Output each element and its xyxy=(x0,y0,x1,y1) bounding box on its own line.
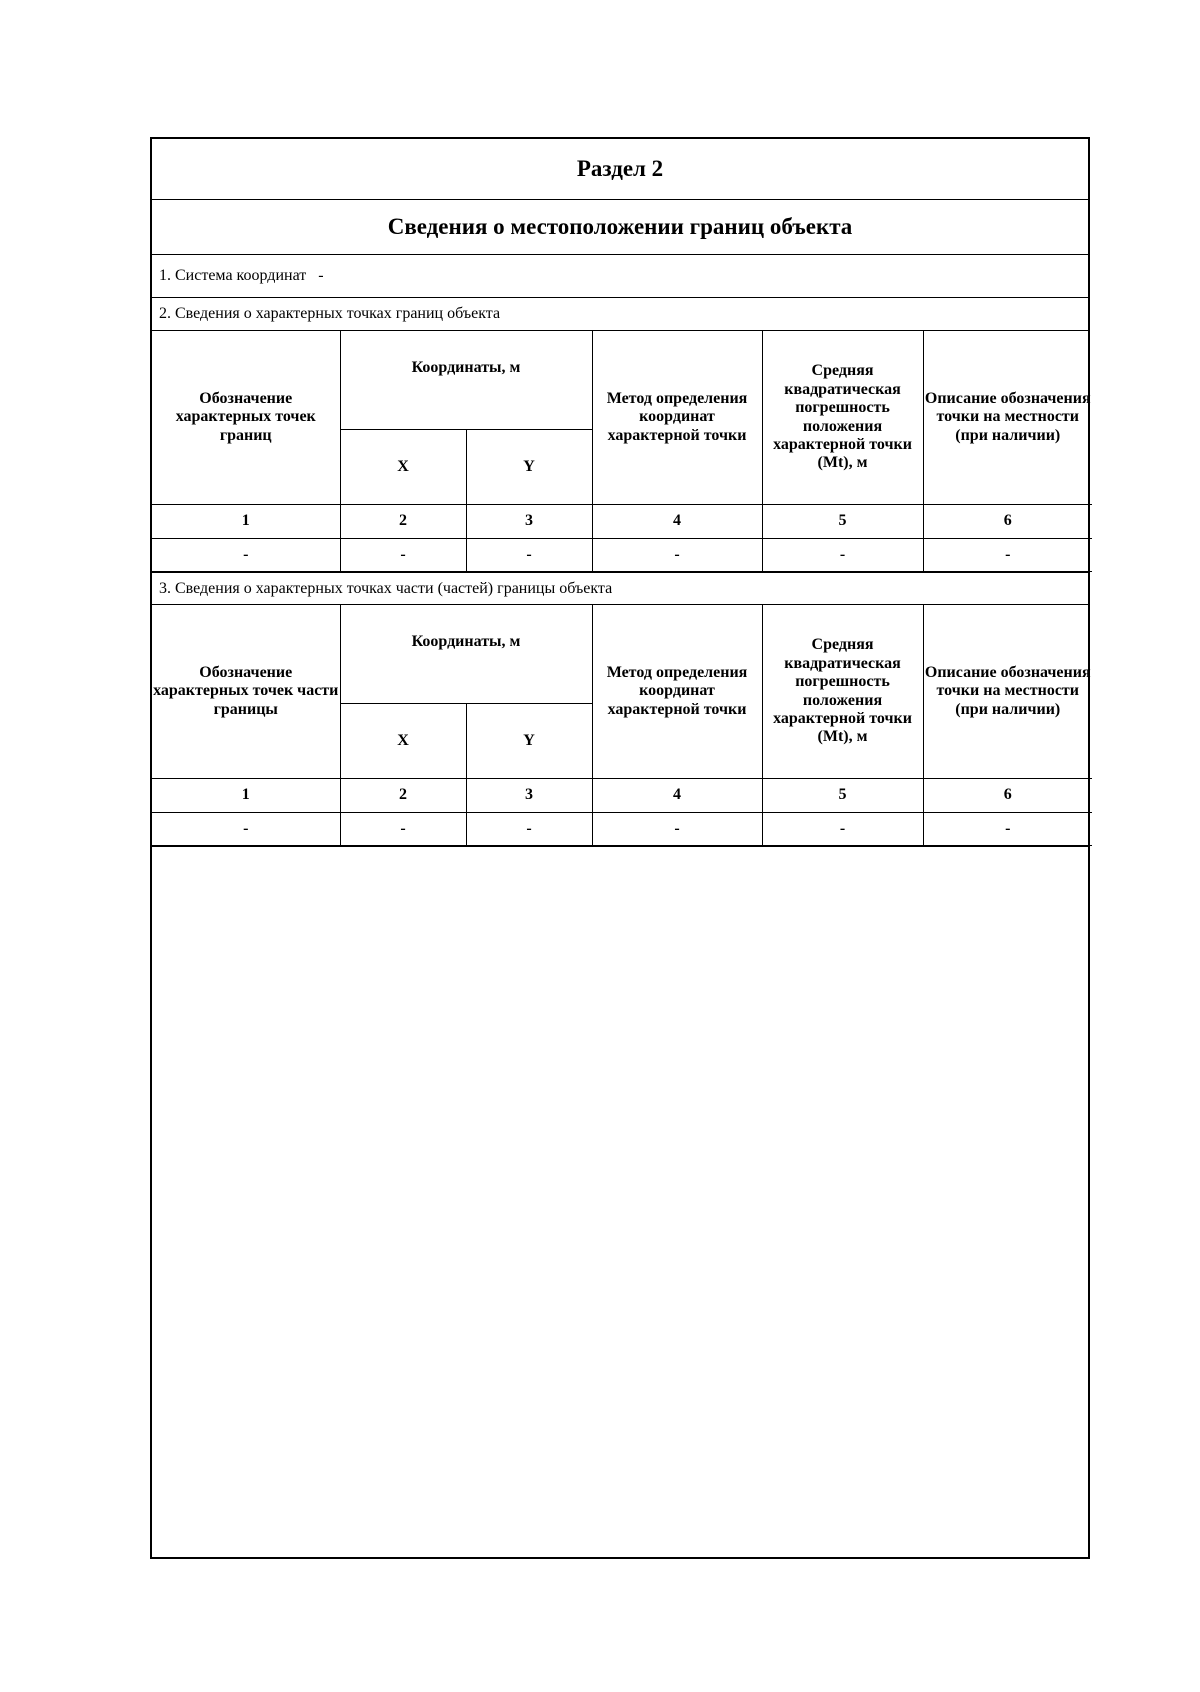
coord-system-row xyxy=(152,255,1088,298)
table-cell: - xyxy=(592,813,762,846)
header-description: Описание обозначения точки на местности (при наличии) xyxy=(923,331,1092,505)
table-part-boundary-points xyxy=(152,605,1092,846)
section-subtitle: Сведения о местоположении границ объекта xyxy=(152,200,1088,255)
column-number: 1 xyxy=(152,505,340,539)
header-method: Метод определения координат характерной точки xyxy=(592,605,762,779)
table-boundary-points xyxy=(152,331,1092,572)
header-coordinates: Координаты, м xyxy=(340,331,592,430)
column-number: 4 xyxy=(592,505,762,539)
column-number: 1 xyxy=(152,779,340,813)
table-cell: - xyxy=(762,539,923,572)
table-cell: - xyxy=(762,813,923,846)
form-sheet xyxy=(150,137,1090,1559)
column-number: 5 xyxy=(762,779,923,813)
header-rms-error: Средняя квадратическая погрешность положения характерной точки (Mt), м xyxy=(762,605,923,779)
header-rms-error: Средняя квадратическая погрешность положения характерной точки (Mt), м xyxy=(762,331,923,505)
header-x: X xyxy=(340,704,466,779)
table-row xyxy=(152,813,1092,846)
column-number: 6 xyxy=(923,505,1092,539)
table-cell: - xyxy=(340,813,466,846)
header-y: Y xyxy=(466,430,592,505)
column-number: 6 xyxy=(923,779,1092,813)
column-number: 2 xyxy=(340,779,466,813)
table2-caption: 3. Сведения о характерных точках части (частей) границы объекта xyxy=(152,572,1088,605)
table-cell: - xyxy=(592,539,762,572)
column-number: 3 xyxy=(466,779,592,813)
table-cell: - xyxy=(152,813,340,846)
table-row xyxy=(152,539,1092,572)
header-designation: Обозначение характерных точек границ xyxy=(152,331,340,505)
table-cell: - xyxy=(923,813,1092,846)
coord-system-value: - xyxy=(318,267,324,284)
table-cell: - xyxy=(152,539,340,572)
section-title: Раздел 2 xyxy=(152,139,1088,200)
header-coordinates: Координаты, м xyxy=(340,605,592,704)
table-cell: - xyxy=(923,539,1092,572)
header-description: Описание обозначения точки на местности (при наличии) xyxy=(923,605,1092,779)
column-numbers-row xyxy=(152,505,1092,539)
blank-area xyxy=(152,846,1088,847)
table-cell: - xyxy=(466,539,592,572)
header-designation: Обозначение характерных точек части границы xyxy=(152,605,340,779)
column-number: 4 xyxy=(592,779,762,813)
column-number: 5 xyxy=(762,505,923,539)
coord-system-label: 1. Система координат xyxy=(159,267,307,284)
column-number: 2 xyxy=(340,505,466,539)
column-numbers-row xyxy=(152,779,1092,813)
table1-caption: 2. Сведения о характерных точках границ объекта xyxy=(152,298,1088,331)
header-y: Y xyxy=(466,704,592,779)
table-cell: - xyxy=(466,813,592,846)
table-cell: - xyxy=(340,539,466,572)
column-number: 3 xyxy=(466,505,592,539)
header-x: X xyxy=(340,430,466,505)
header-method: Метод определения координат характерной точки xyxy=(592,331,762,505)
